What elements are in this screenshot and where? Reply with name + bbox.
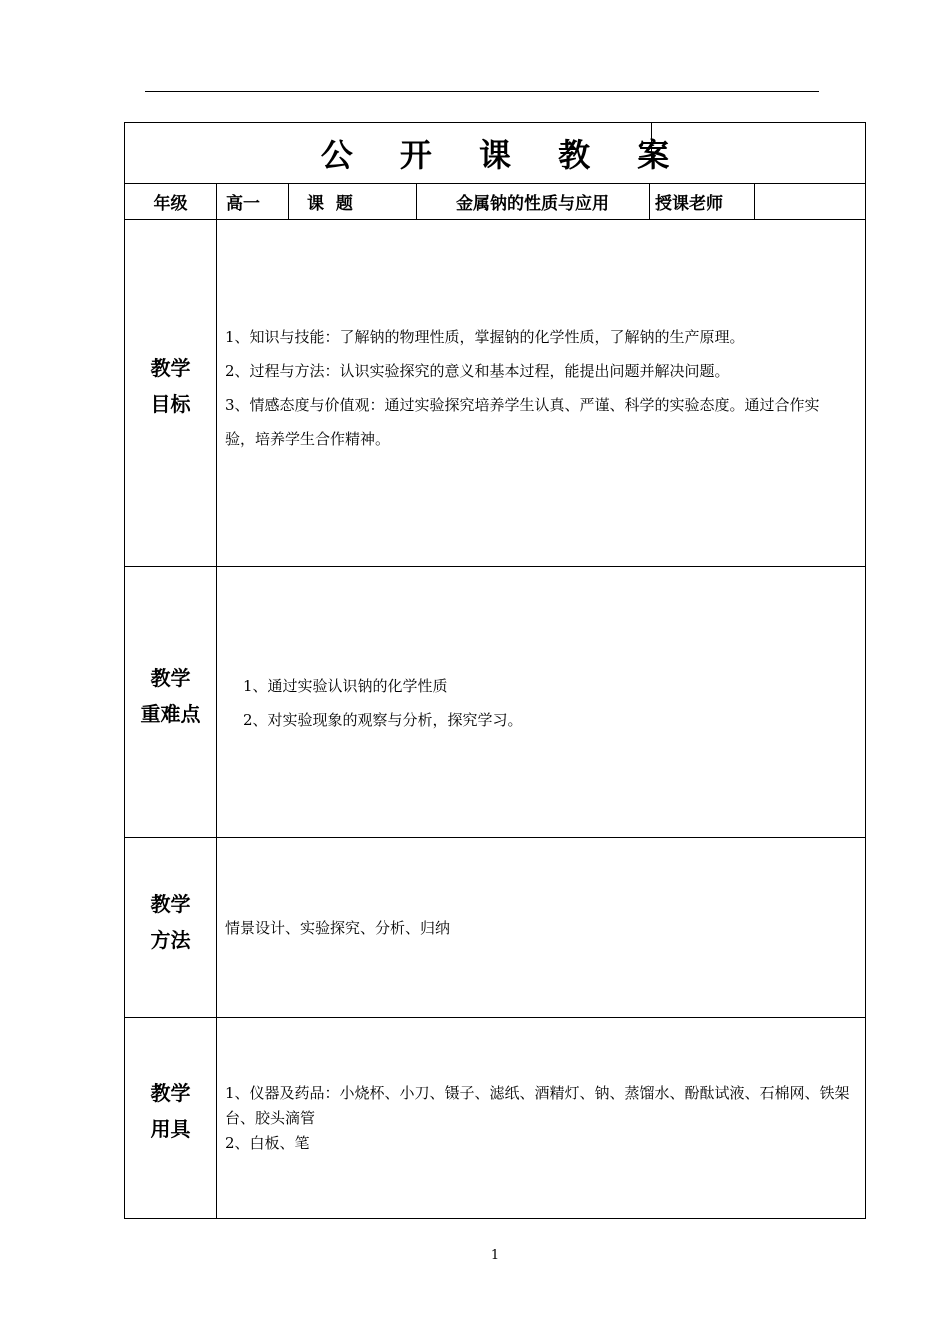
methods-label [125, 886, 216, 958]
row-divider [125, 219, 865, 220]
objectives-content [225, 320, 857, 456]
objectives-label-line1: 教学 [150, 356, 191, 380]
label-column-divider [216, 183, 217, 1218]
page-header-rule [145, 91, 819, 92]
methods-content [225, 911, 857, 945]
lesson-plan-table [124, 122, 866, 1219]
objectives-label-line2: 目标 [150, 392, 191, 416]
row-divider [125, 566, 865, 567]
row-divider [125, 837, 865, 838]
methods-label-line2: 方法 [150, 928, 191, 952]
tools-label-line1: 教学 [150, 1081, 191, 1105]
tools-line: 1、仪器及药品：小烧杯、小刀、镊子、滤纸、酒精灯、钠、蒸馏水、酚酞试液、石棉网、铁架 [225, 1084, 850, 1102]
key-points-label-line2: 重难点 [140, 702, 201, 726]
row-divider [125, 1017, 865, 1018]
teacher-label: 授课老师 [655, 193, 723, 214]
header-cell-divider [288, 183, 289, 219]
methods-label-line1: 教学 [150, 892, 191, 916]
header-cell-divider [754, 183, 755, 219]
tools-label [125, 1075, 216, 1147]
objectives-line: 3、情感态度与价值观：通过实验探究培养学生认真、严谨、科学的实验态度。通过合作实 [225, 396, 820, 414]
topic-value: 金属钠的性质与应用 [456, 193, 609, 214]
topic-label: 课 题 [307, 193, 353, 214]
key-points-content [243, 669, 857, 737]
tools-line: 2、白板、笔 [225, 1134, 310, 1152]
tools-content [225, 1081, 857, 1156]
grade-label: 年级 [153, 193, 188, 214]
document-title: 公 开 课 教 案 [320, 136, 688, 174]
key-points-label-line1: 教学 [150, 666, 191, 690]
header-cell-divider [649, 183, 650, 219]
grade-value: 高一 [226, 193, 260, 214]
key-points-label [125, 660, 216, 732]
objectives-line: 验，培养学生合作精神。 [225, 430, 391, 448]
objectives-line: 1、知识与技能：了解钠的物理性质，掌握钠的化学性质，了解钠的生产原理。 [225, 328, 745, 346]
tools-label-line2: 用具 [150, 1117, 191, 1141]
key-points-line: 2、对实验现象的观察与分析，探究学习。 [243, 711, 523, 729]
objectives-label [125, 350, 216, 422]
objectives-line: 2、过程与方法：认识实验探究的意义和基本过程，能提出问题并解决问题。 [225, 362, 730, 380]
methods-line: 情景设计、实验探究、分析、归纳 [225, 919, 451, 937]
tools-line: 台、胶头滴管 [225, 1109, 316, 1127]
key-points-line: 1、通过实验认识钠的化学性质 [243, 677, 448, 695]
text-cursor-mark [651, 123, 652, 159]
page-number: 1 [490, 1248, 500, 1263]
